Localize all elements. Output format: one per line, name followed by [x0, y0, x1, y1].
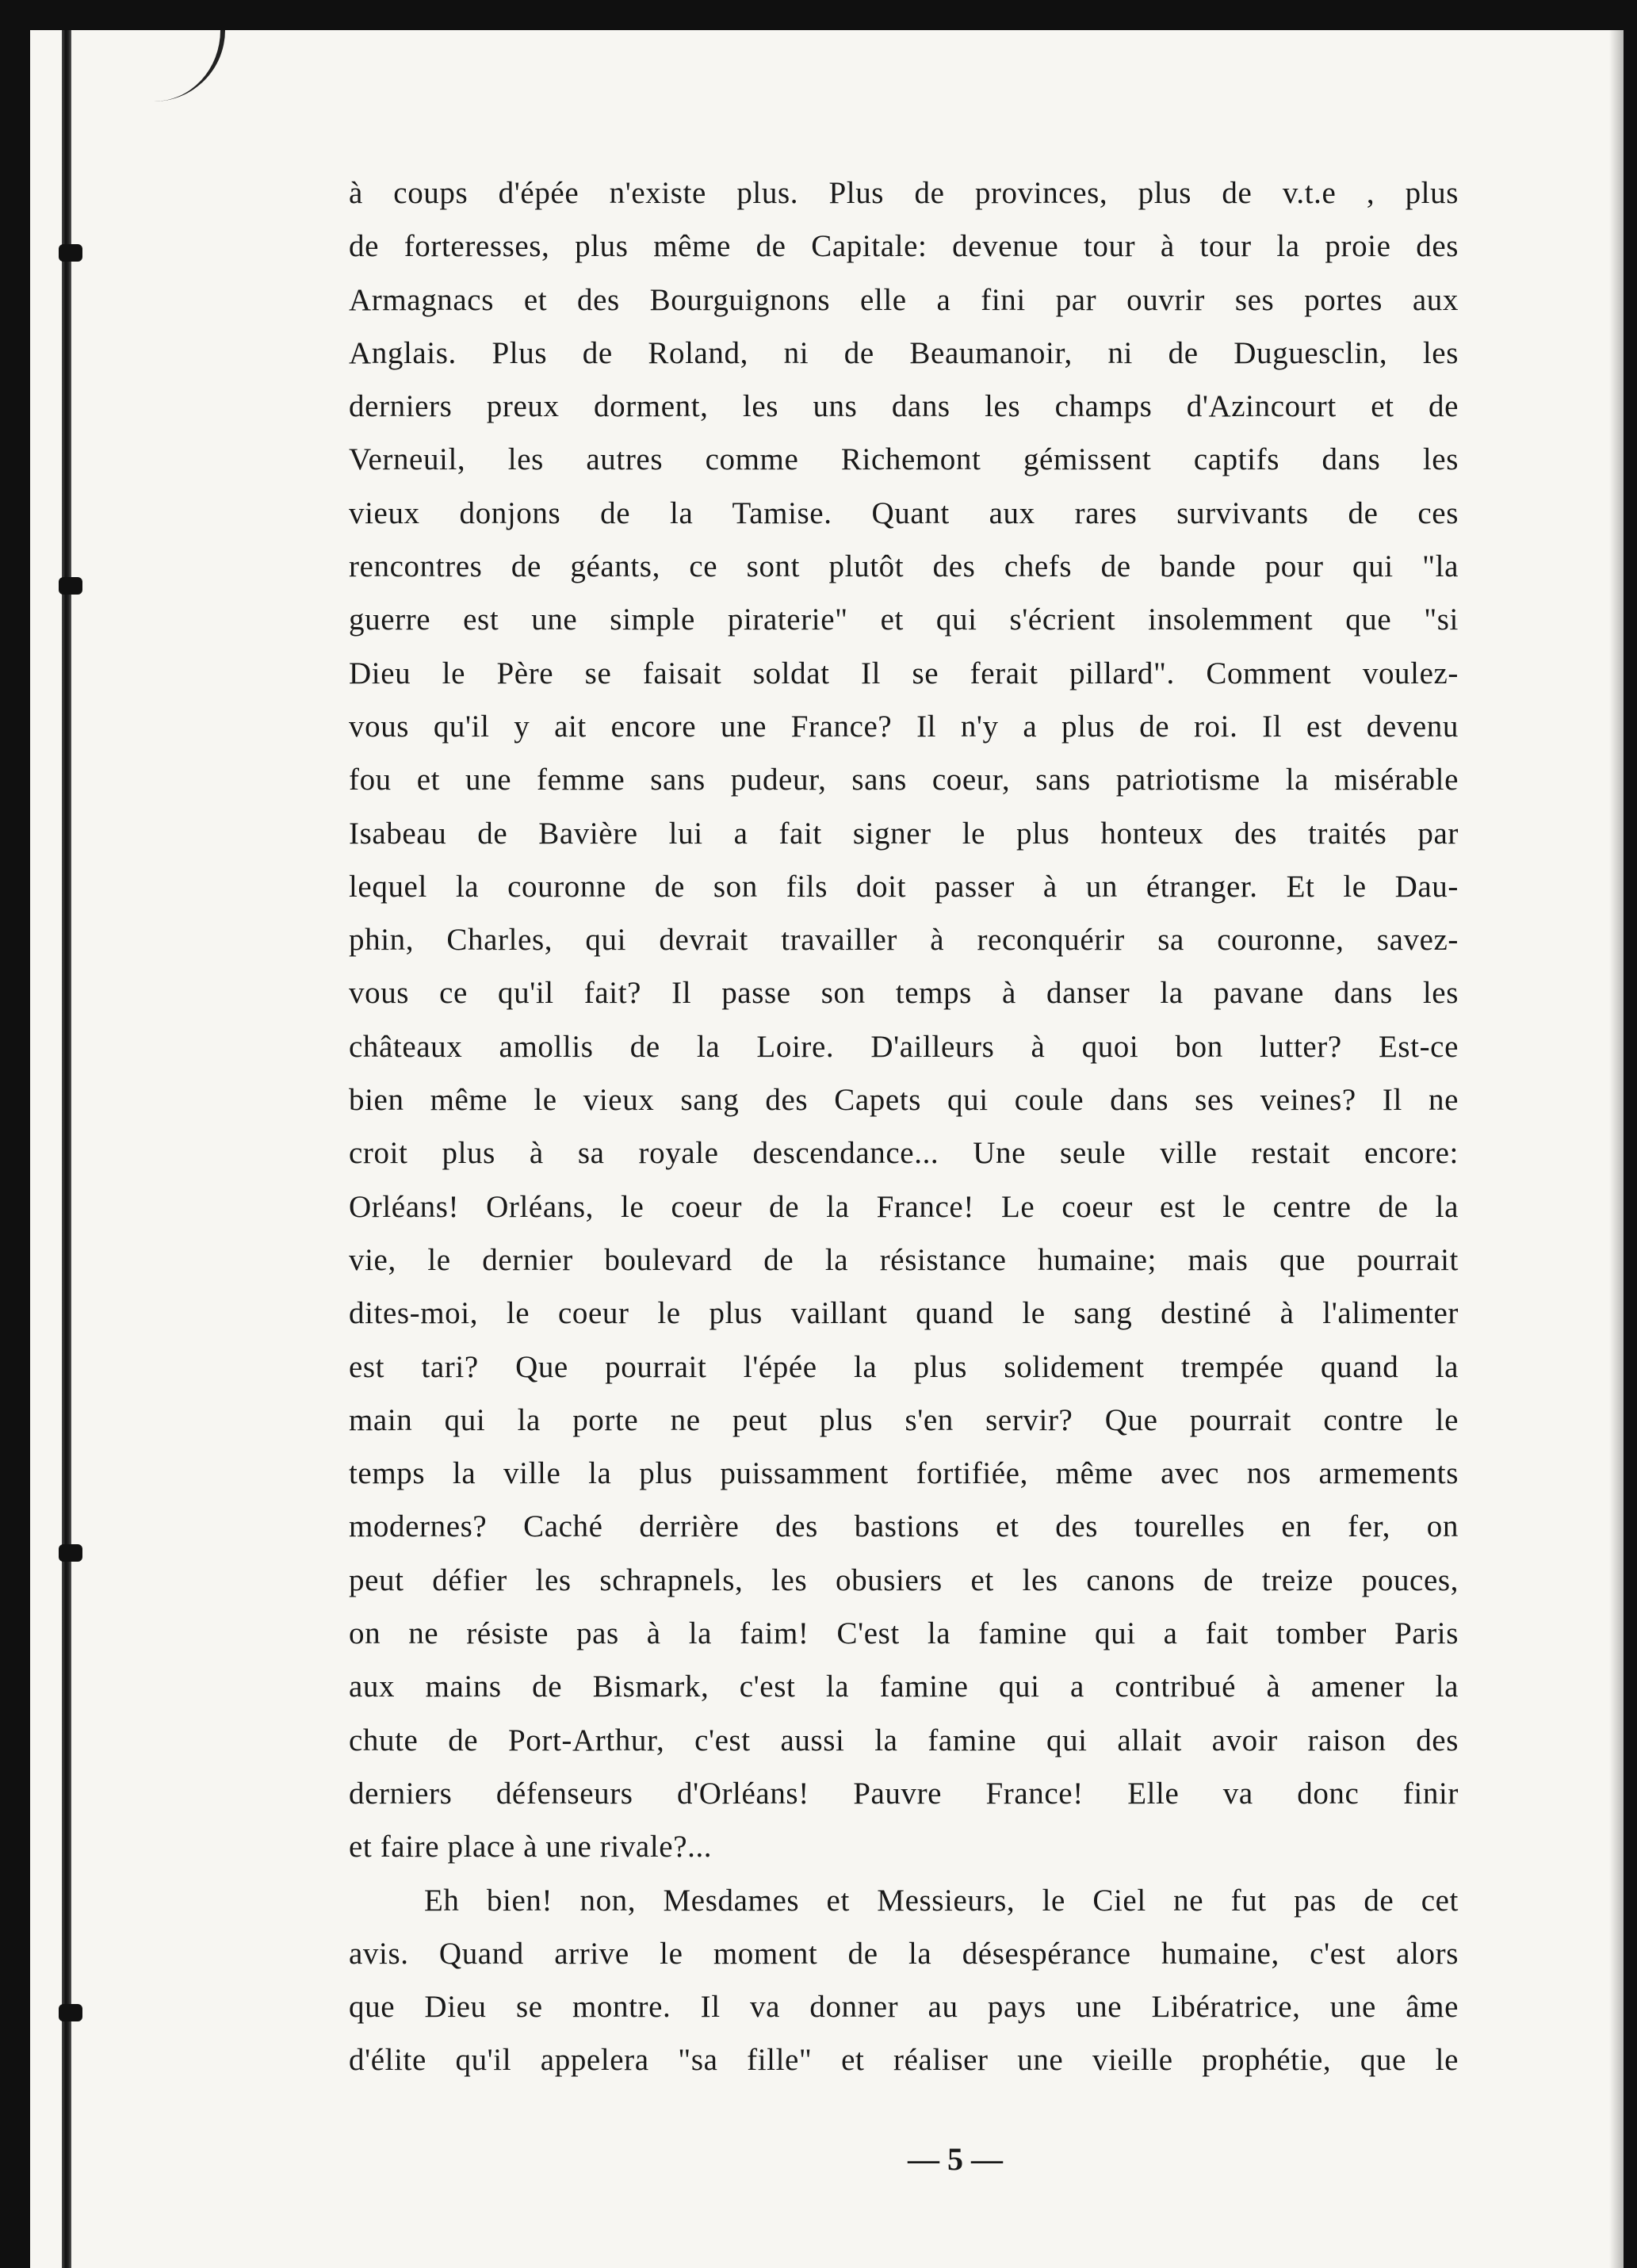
text-line: Eh bien! non, Mesdames et Messieurs, le Ciel ne fut pas de cet: [424, 1883, 1459, 1918]
text-line: Orléans! Orléans, le coeur de la France! Le coeur est le centre de la: [349, 1189, 1459, 1224]
text-line: phin, Charles, qui devrait travailler à reconquérir sa couronne, savez-: [349, 923, 1459, 958]
text-line: Anglais. Plus de Roland, ni de Beaumanoir, ni de Duguesclin, les: [349, 335, 1459, 370]
page-edge-shadow: [1609, 30, 1624, 2268]
text-line: on ne résiste pas à la faim! C'est la famine qui a fait tomber Paris: [349, 1616, 1459, 1651]
body-text: [349, 166, 1459, 2087]
text-line: main qui la porte ne peut plus s'en servir? Que pourrait contre le: [349, 1402, 1459, 1437]
text-line: chute de Port-Arthur, c'est aussi la famine qui allait avoir raison des: [349, 1723, 1459, 1757]
text-line: d'élite qu'il appelera "sa fille" et réaliser une vieille prophétie, que le: [349, 2043, 1459, 2078]
text-line: Dieu le Père se faisait soldat Il se ferait pillard". Comment voulez-: [349, 656, 1459, 690]
text-line: vous qu'il y ait encore une France? Il n'y a plus de roi. Il est devenu: [349, 709, 1459, 744]
binding-clip: [59, 2004, 82, 2021]
text-line: avis. Quand arrive le moment de la désespérance humaine, c'est alors: [349, 1936, 1459, 1971]
text-line: Armagnacs et des Bourguignons elle a fini par ouvrir ses portes aux: [349, 282, 1459, 317]
text-line: Verneuil, les autres comme Richemont gémissent captifs dans les: [349, 442, 1459, 477]
text-line: vous ce qu'il fait? Il passe son temps à danser la pavane dans les: [349, 976, 1459, 1011]
text-line: Isabeau de Bavière lui a fait signer le plus honteux des traités par: [349, 816, 1459, 851]
text-line: rencontres de géants, ce sont plutôt des chefs de bande pour qui "la: [349, 549, 1459, 584]
binding-wire: [94, 30, 225, 101]
binding-clip: [59, 1544, 82, 1562]
text-line: aux mains de Bismark, c'est la famine qui a contribué à amener la: [349, 1669, 1459, 1704]
text-line: modernes? Caché derrière des bastions et des tourelles en fer, on: [349, 1509, 1459, 1544]
text-line: de forteresses, plus même de Capitale: devenue tour à tour la proie des: [349, 229, 1459, 264]
binding-clip: [59, 244, 82, 262]
text-line: fou et une femme sans pudeur, sans coeur, sans patriotisme la misérable: [349, 763, 1459, 797]
text-line: châteaux amollis de la Loire. D'ailleurs à quoi bon lutter? Est-ce: [349, 1029, 1459, 1064]
text-line: bien même le vieux sang des Capets qui coule dans ses veines? Il ne: [349, 1083, 1459, 1118]
text-line: derniers défenseurs d'Orléans! Pauvre France! Elle va donc finir: [349, 1776, 1459, 1811]
text-line: lequel la couronne de son fils doit passer à un étranger. Et le Dau-: [349, 869, 1459, 904]
binding-rod: [62, 30, 71, 2268]
text-line: à coups d'épée n'existe plus. Plus de provinces, plus de v.t.e , plus: [349, 176, 1459, 210]
text-line: guerre est une simple piraterie" et qui s'écrient insolemment que "si: [349, 602, 1459, 637]
text-line: temps la ville la plus puissamment fortifiée, même avec nos armements: [349, 1456, 1459, 1491]
text-line: vieux donjons de la Tamise. Quant aux rares survivants de ces: [349, 495, 1459, 530]
text-line: et faire place à une rivale?...: [349, 1830, 713, 1865]
text-line: peut défier les schrapnels, les obusiers et les canons de treize pouces,: [349, 1562, 1459, 1597]
page-number: — 5 —: [908, 2141, 1003, 2177]
text-line: derniers preux dorment, les uns dans les champs d'Azincourt et de: [349, 389, 1459, 424]
text-line: dites-moi, le coeur le plus vaillant quand le sang destiné à l'alimenter: [349, 1296, 1459, 1331]
binding-clip: [59, 577, 82, 595]
text-line: croit plus à sa royale descendance... Une seule ville restait encore:: [349, 1136, 1459, 1171]
text-line: que Dieu se montre. Il va donner au pays une Libératrice, une âme: [349, 1990, 1459, 2025]
text-line: vie, le dernier boulevard de la résistance humaine; mais que pourrait: [349, 1242, 1459, 1277]
text-line: est tari? Que pourrait l'épée la plus solidement trempée quand la: [349, 1349, 1459, 1384]
